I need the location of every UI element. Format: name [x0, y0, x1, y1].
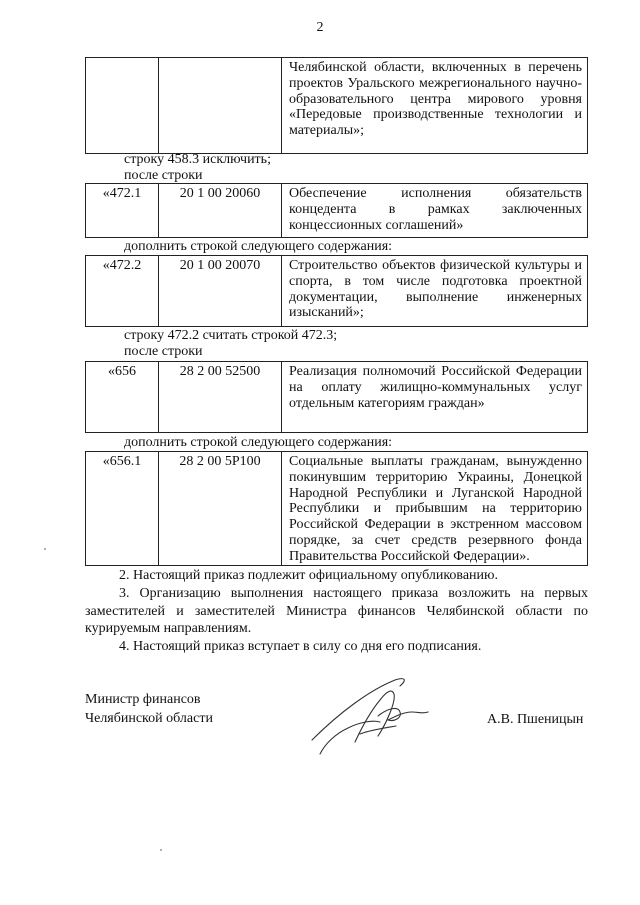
row-text-cell: Челябинской области, включенных в перечень проектов Уральского межрегионального научно-образовательного центра мирового уровня «Передовые производственные технологии и материалы»;: [289, 60, 582, 139]
handwritten-signature: [300, 672, 440, 757]
scan-speck: [160, 849, 162, 851]
table-row: [85, 255, 588, 327]
table-row: [85, 183, 588, 238]
row-number-cell: «656.1: [86, 452, 159, 565]
row-number-cell: «472.1: [86, 184, 159, 237]
table-row: [85, 361, 588, 433]
paragraph: 3. Организацию выполнения настоящего приказа возложить на первых заместителей и заместителей Министра финансов Челябинской области по курируемым направлениям.: [85, 586, 588, 636]
paragraph: 4. Настоящий приказ вступает в силу со дня его подписания.: [119, 639, 482, 654]
row-code-cell: [159, 58, 282, 153]
instruction-line: строку 472.2 считать строкой 472.3;: [124, 328, 338, 343]
row-number-cell: [86, 58, 159, 153]
table-row: [85, 57, 588, 154]
row-code-cell: 28 2 00 5Р100: [159, 452, 282, 565]
instruction-line: после строки: [124, 168, 203, 183]
row-code-cell: 20 1 00 20060: [159, 184, 282, 237]
instruction-line: строку 458.3 исключить;: [124, 152, 271, 167]
signatory-title-line: Челябинской области: [85, 711, 213, 726]
table-row: [85, 451, 588, 566]
row-number-cell: «656: [86, 362, 159, 432]
paragraph: 2. Настоящий приказ подлежит официальному опубликованию.: [119, 568, 498, 583]
row-text-cell: Строительство объектов физической культуры и спорта, в том числе подготовка проектной документации, выполнение инженерных изысканий»;: [289, 258, 582, 321]
signatory-name: А.В. Пшеницын: [487, 712, 584, 727]
row-text-cell: Обеспечение исполнения обязательств концедента в рамках заключенных концессионных соглашений»: [289, 186, 582, 233]
instruction-line: после строки: [124, 344, 203, 359]
row-text-cell: Реализация полномочий Российской Федерации на оплату жилищно-коммунальных услуг отдельным категориям граждан»: [289, 364, 582, 411]
instruction-line: дополнить строкой следующего содержания:: [124, 435, 393, 450]
row-text-cell: Социальные выплаты гражданам, вынужденно покинувшим территорию Украины, Донецкой Народной Республики и Луганской Народной Республики и прибывшим на территорию Российской Федерации в экстренном массовом порядке, за счет средств резервного фонда Правительства Российской Федерации».: [289, 454, 582, 564]
row-code-cell: 20 1 00 20070: [159, 256, 282, 326]
scan-speck: [44, 548, 46, 550]
row-code-cell: 28 2 00 52500: [159, 362, 282, 432]
row-number-cell: «472.2: [86, 256, 159, 326]
signatory-title-line: Министр финансов: [85, 692, 201, 707]
instruction-line: дополнить строкой следующего содержания:: [124, 239, 393, 254]
signatory-title: [85, 690, 213, 728]
page-number: 2: [316, 20, 324, 35]
